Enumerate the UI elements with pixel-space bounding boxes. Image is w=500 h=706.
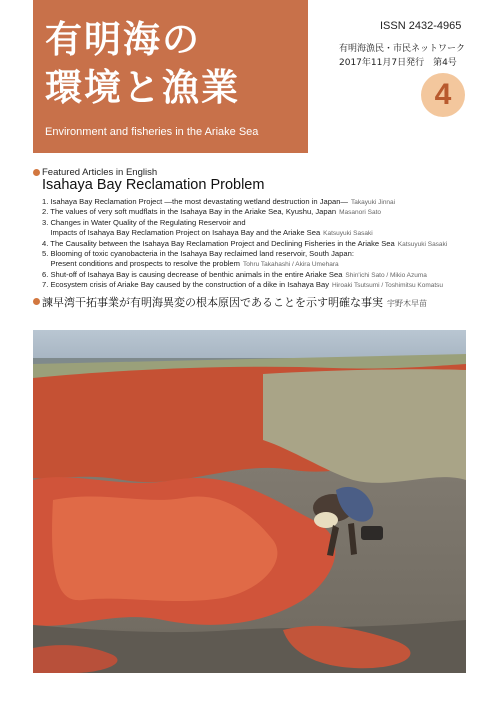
publisher-name: 有明海漁民・市民ネットワーク <box>339 44 466 54</box>
featured-bullet-icon <box>33 169 40 176</box>
article-item <box>42 259 447 269</box>
issn-number: ISSN 2432-4965 <box>380 20 462 32</box>
article-title: 7. Ecosystem crisis of Ariake Bay caused by the construction of a dike in Isahaya Bay <box>42 280 330 290</box>
article-author: Masanori Sato <box>339 209 381 217</box>
article-title: 5. Blooming of toxic cyanobacteria in the Isahaya Bay reclaimed land reservoir, South Japan: <box>42 248 354 258</box>
issue-number: 4 <box>434 78 452 111</box>
article-item <box>42 218 447 228</box>
article-author: Katsuyuki Sasaki <box>323 230 373 238</box>
magazine-title-line2: 環境と漁業 <box>45 66 240 109</box>
issue-badge <box>421 73 465 117</box>
article-title: 1. Isahaya Bay Reclamation Project —the most devastating wetland destruction in Japan— <box>42 197 349 206</box>
article-author: Hiroaki Tsutsumi / Toshimitsu Komatsu <box>332 282 444 290</box>
article-item <box>42 239 447 249</box>
article-item <box>42 228 447 238</box>
article-title: 3. Changes in Water Quality of the Regulating Reservoir and <box>42 217 246 227</box>
article-title: Impacts of Isahaya Bay Reclamation Project on Isahaya Bay and the Ariake Sea <box>42 228 321 238</box>
article-title: Present conditions and prospects to resolve the problem <box>42 259 240 269</box>
masthead-block <box>33 0 308 153</box>
publication-date: 2017年11月7日発行 第4号 <box>339 58 457 68</box>
article-list <box>42 197 447 291</box>
featured-label: Featured Articles in English <box>42 167 158 178</box>
magazine-subtitle-en: Environment and fisheries in the Ariake Sea <box>45 126 259 138</box>
headline-text: 諫早湾干拓事業が有明海異変の根本原因であることを示す明確な事実 <box>42 296 383 309</box>
featured-title: Isahaya Bay Reclamation Problem <box>42 177 265 193</box>
article-item <box>42 249 447 259</box>
article-title: 2. The values of very soft mudflats in the Isahaya Bay in the Ariake Sea, Kyushu, Japan <box>42 207 337 217</box>
article-title: 4. The Causality between the Isahaya Bay Reclamation Project and Declining Fisheries in the Ariake Sea <box>42 238 395 248</box>
article-author: Katsuyuki Sasaki <box>397 240 448 248</box>
article-author: Takayuki Jinnai <box>351 199 396 206</box>
article-item <box>42 197 447 207</box>
article-author: Tohru Takahashi / Akira Umehara <box>242 261 339 269</box>
article-item <box>42 207 447 217</box>
article-item <box>42 270 447 280</box>
cover-photo-mudflat <box>33 330 466 673</box>
headline-bullet-icon <box>33 298 40 305</box>
magazine-title-line1: 有明海の <box>45 18 201 61</box>
japanese-headline <box>42 294 427 310</box>
article-author: Shin'ichi Sato / Mikio Azuma <box>345 271 427 279</box>
article-item <box>42 280 447 290</box>
article-title: 6. Shut-off of Isahaya Bay is causing decrease of benthic animals in the entire Ariake Sea <box>42 269 343 279</box>
headline-author: 宇野木早苗 <box>387 299 427 308</box>
